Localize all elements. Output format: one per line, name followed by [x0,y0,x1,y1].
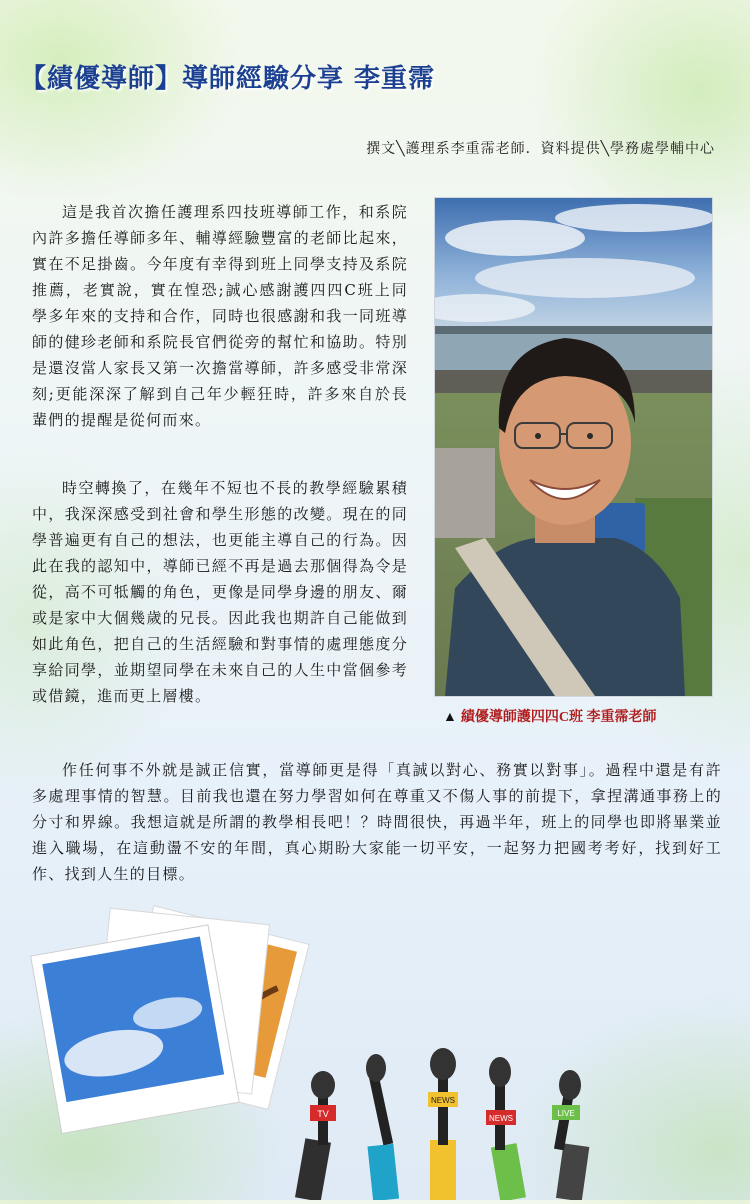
article-paragraph-1: 這是我首次擔任護理系四技班導師工作，和系院內許多擔任導師多年、輔導經驗豐富的老師比起來，實在不足掛齒。今年度有幸得到班上同學支持及系院推薦，老實說，實在惶恐;誠心感謝護四四C班上同學多年來的支持和合作，同時也很感謝和我一同班導師的健珍老師和系院長官們從旁的幫忙和協助。特別是還沒當人家長又第一次擔當導師，許多感受非常深刻;更能深深了解到自己年少輕狂時，許多來自於長輩們的提醒是從何而來。 [32,203,408,429]
page-title: 【績優導師】導師經驗分享 李重霈 [20,64,436,94]
mic-label-news-2: NEWS [489,1114,513,1123]
article-paragraph-3: 作任何事不外就是誠正信實，當導師更是得「真誠以對心、務實以對事」。過程中還是有許多處理事情的智慧。目前我也還在努力學習如何在尊重又不傷人事的前提下，拿捏溝通事務上的分寸和界線。我想這就是所謂的教學相長吧！？時間很快，再過半年，班上的同學也即將畢業並進入職場，在這動盪不安的年間，真心期盼大家能一切平安，一起努力把國考考好，找到好工作、找到人生的目標。 [32,761,722,883]
caption-triangle-marker: ▲ [443,710,457,725]
mic-label-live: LIVE [557,1109,575,1118]
byline: 撰文╲護理系李重霈老師．資料提供╲學務處學輔中心 [366,141,715,157]
teacher-portrait-photo [434,197,713,697]
article-paragraph-2: 時空轉換了，在幾年不短也不長的教學經驗累積中，我深深感受到社會和學生形態的改變。現在的同學普遍更有自己的想法，也更能主導自己的行為。因此在我的認知中，導師已經不再是過去那個得為令是從，高不可牴觸的角色，更像是同學身邊的朋友、爾或是家中大個幾歲的兄長。因此我也期許自己能做到如此角色，把自己的生活經驗和對事情的處理態度分享給同學，並期望同學在未來自己的人生中當個參考或借鏡，進而更上層樓。 [32,479,408,705]
polaroid-photos-decoration [30,900,310,1140]
portrait-illustration [435,198,712,696]
photo-caption [443,706,656,726]
mic-label-news-1: NEWS [431,1096,455,1105]
mic-label-tv: TV [317,1109,329,1119]
caption-text: 績優導師護四四C班 李重霈老師 [460,710,657,725]
microphones-decoration [290,1040,620,1200]
